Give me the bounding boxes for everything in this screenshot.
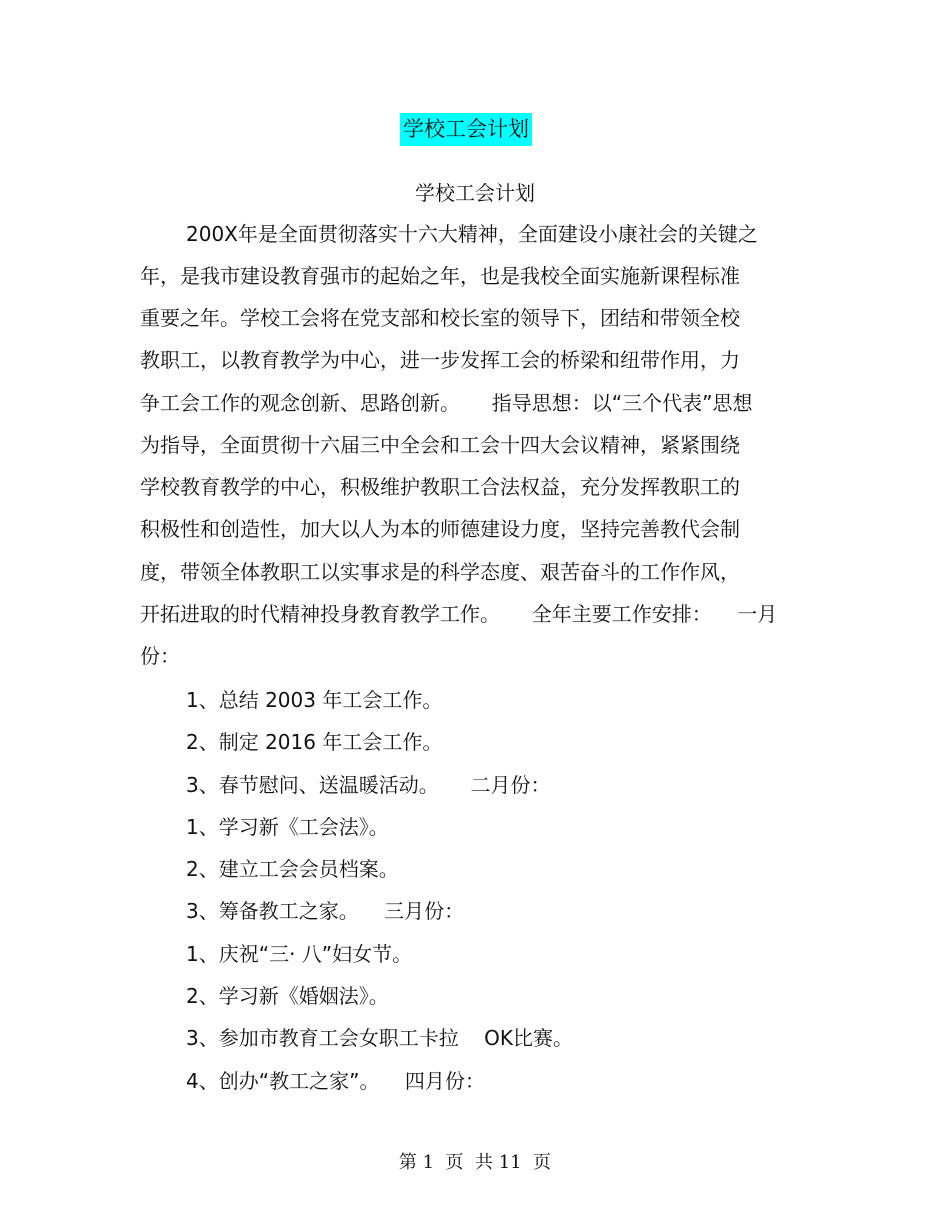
list-item: 1、总结 2003 年工会工作。 — [186, 688, 443, 712]
list-item: 1、学习新《工会法》。 — [186, 815, 389, 839]
document-subtitle: 学校工会计划 — [415, 181, 535, 205]
body-line: 份： — [140, 644, 180, 668]
body-line: 教职工，以教育教学为中心，进一步发挥工会的桥梁和纽带作用，力 — [140, 348, 740, 372]
list-item: 2、学习新《婚姻法》。 — [186, 984, 389, 1008]
list-item: 2、建立工会会员档案。 — [186, 857, 399, 881]
list-item: 2、制定 2016 年工会工作。 — [186, 730, 443, 754]
page-footer: 第 1 页 共 11 页 — [398, 1152, 552, 1173]
body-line: 积极性和创造性，加大以人为本的师德建设力度，坚持完善教代会制 — [140, 517, 740, 541]
body-line: 为指导，全面贯彻十六届三中全会和工会十四大会议精神，紧紧围绕 — [140, 433, 740, 457]
body-line: 200X年是全面贯彻落实十六大精神，全面建设小康社会的关键之 — [186, 222, 758, 246]
document-title-highlighted: 学校工会计划 — [400, 113, 532, 146]
body-line: 开拓进取的时代精神投身教育教学工作。 全年主要工作安排： 一月 — [140, 602, 778, 626]
list-item: 3、参加市教育工会女职工卡拉 OK比赛。 — [186, 1026, 574, 1050]
body-line: 争工会工作的观念创新、思路创新。 指导思想：以“三个代表”思想 — [140, 391, 753, 415]
body-line: 重要之年。学校工会将在党支部和校长室的领导下，团结和带领全校 — [140, 306, 740, 330]
list-item: 3、筹备教工之家。 三月份： — [186, 899, 465, 923]
list-item: 3、春节慰问、送温暖活动。 二月份： — [186, 773, 551, 797]
list-item: 4、创办“教工之家”。 四月份： — [186, 1069, 485, 1093]
body-line: 学校教育教学的中心，积极维护教职工合法权益，充分发挥教职工的 — [140, 475, 740, 499]
body-line: 年，是我市建设教育强市的起始之年，也是我校全面实施新课程标准 — [140, 264, 740, 288]
list-item: 1、庆祝“三· 八”妇女节。 — [186, 942, 413, 966]
body-line: 度，带领全体教职工以实事求是的科学态度、艰苦奋斗的工作作风， — [140, 560, 740, 584]
